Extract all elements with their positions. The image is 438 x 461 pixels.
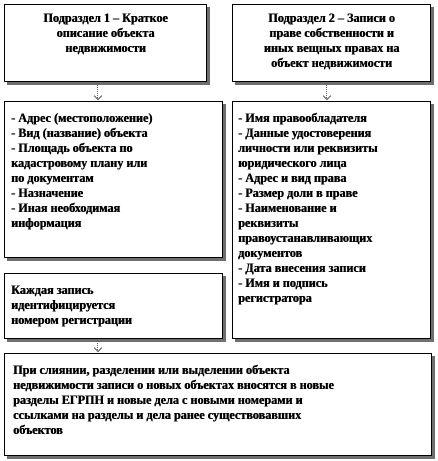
- merge-note-line: разделы ЕГРПН и новые дела с новыми номерами и: [13, 393, 303, 407]
- subsection-2-line: объект недвижимости: [270, 56, 392, 70]
- registration-line: идентифицируется: [11, 298, 116, 312]
- subsection-2-line: иных вещных правах на: [263, 41, 400, 55]
- subsection-1-line: недвижимости: [65, 41, 146, 55]
- arrowhead-down-icon: [94, 344, 102, 352]
- object-attributes-list: [4, 101, 223, 258]
- list-item: - Данные удостоверения: [238, 126, 372, 140]
- list-item: реквизиты: [238, 216, 299, 230]
- list-item: правоустанавливающих: [238, 231, 373, 245]
- list-item: регистратора: [238, 291, 312, 305]
- list-item: - Назначение: [11, 186, 83, 200]
- list-item: юридического лица: [238, 156, 347, 170]
- registration-line: номером регистрации: [11, 313, 132, 327]
- merge-note-line: объектов: [13, 423, 63, 437]
- list-item: - Иная необходимая: [11, 201, 120, 215]
- list-item: личности или реквизиты: [238, 141, 378, 155]
- list-item: документов: [238, 246, 302, 260]
- registration-number-box: [4, 273, 223, 339]
- list-item: по документам: [11, 171, 94, 185]
- list-item: - Наименование и: [238, 201, 337, 215]
- list-item: - Имя и подпись: [238, 276, 328, 290]
- merge-note-line: недвижимости записи о новых объектах вносятся в новые: [13, 378, 334, 392]
- subsection-1-box: [4, 4, 207, 82]
- subsection-2-box: [232, 4, 431, 82]
- merge-split-note-box: [4, 353, 432, 456]
- rights-records-list: [232, 101, 431, 339]
- list-item: - Вид (название) объекта: [11, 126, 148, 140]
- subsection-1-line: Подраздел 1 – Краткое: [43, 11, 168, 25]
- merge-note-line: При слиянии, разделении или выделении объекта: [13, 363, 290, 377]
- list-item: кадастровому плану или: [11, 156, 148, 170]
- list-item: - Площадь объекта по: [11, 141, 133, 155]
- list-item: - Размер доли в праве: [238, 186, 358, 200]
- list-item: - Имя правообладателя: [238, 111, 367, 125]
- subsection-2-line: праве собственности и: [269, 26, 394, 40]
- list-item: - Адрес (местоположение): [11, 111, 153, 125]
- subsection-2-line: Подраздел 2 – Записи о: [268, 11, 395, 25]
- arrowhead-down-icon: [94, 92, 102, 100]
- list-item: информация: [11, 216, 82, 230]
- merge-note-line: ссылками на разделы и дела ранее существовавших: [13, 408, 302, 422]
- arrowhead-down-icon: [323, 92, 331, 100]
- subsection-1-line: описание объекта: [56, 26, 155, 40]
- list-item: - Адрес и вид права: [238, 171, 347, 185]
- registration-line: Каждая запись: [11, 283, 94, 297]
- list-item: - Дата внесения записи: [238, 261, 366, 275]
